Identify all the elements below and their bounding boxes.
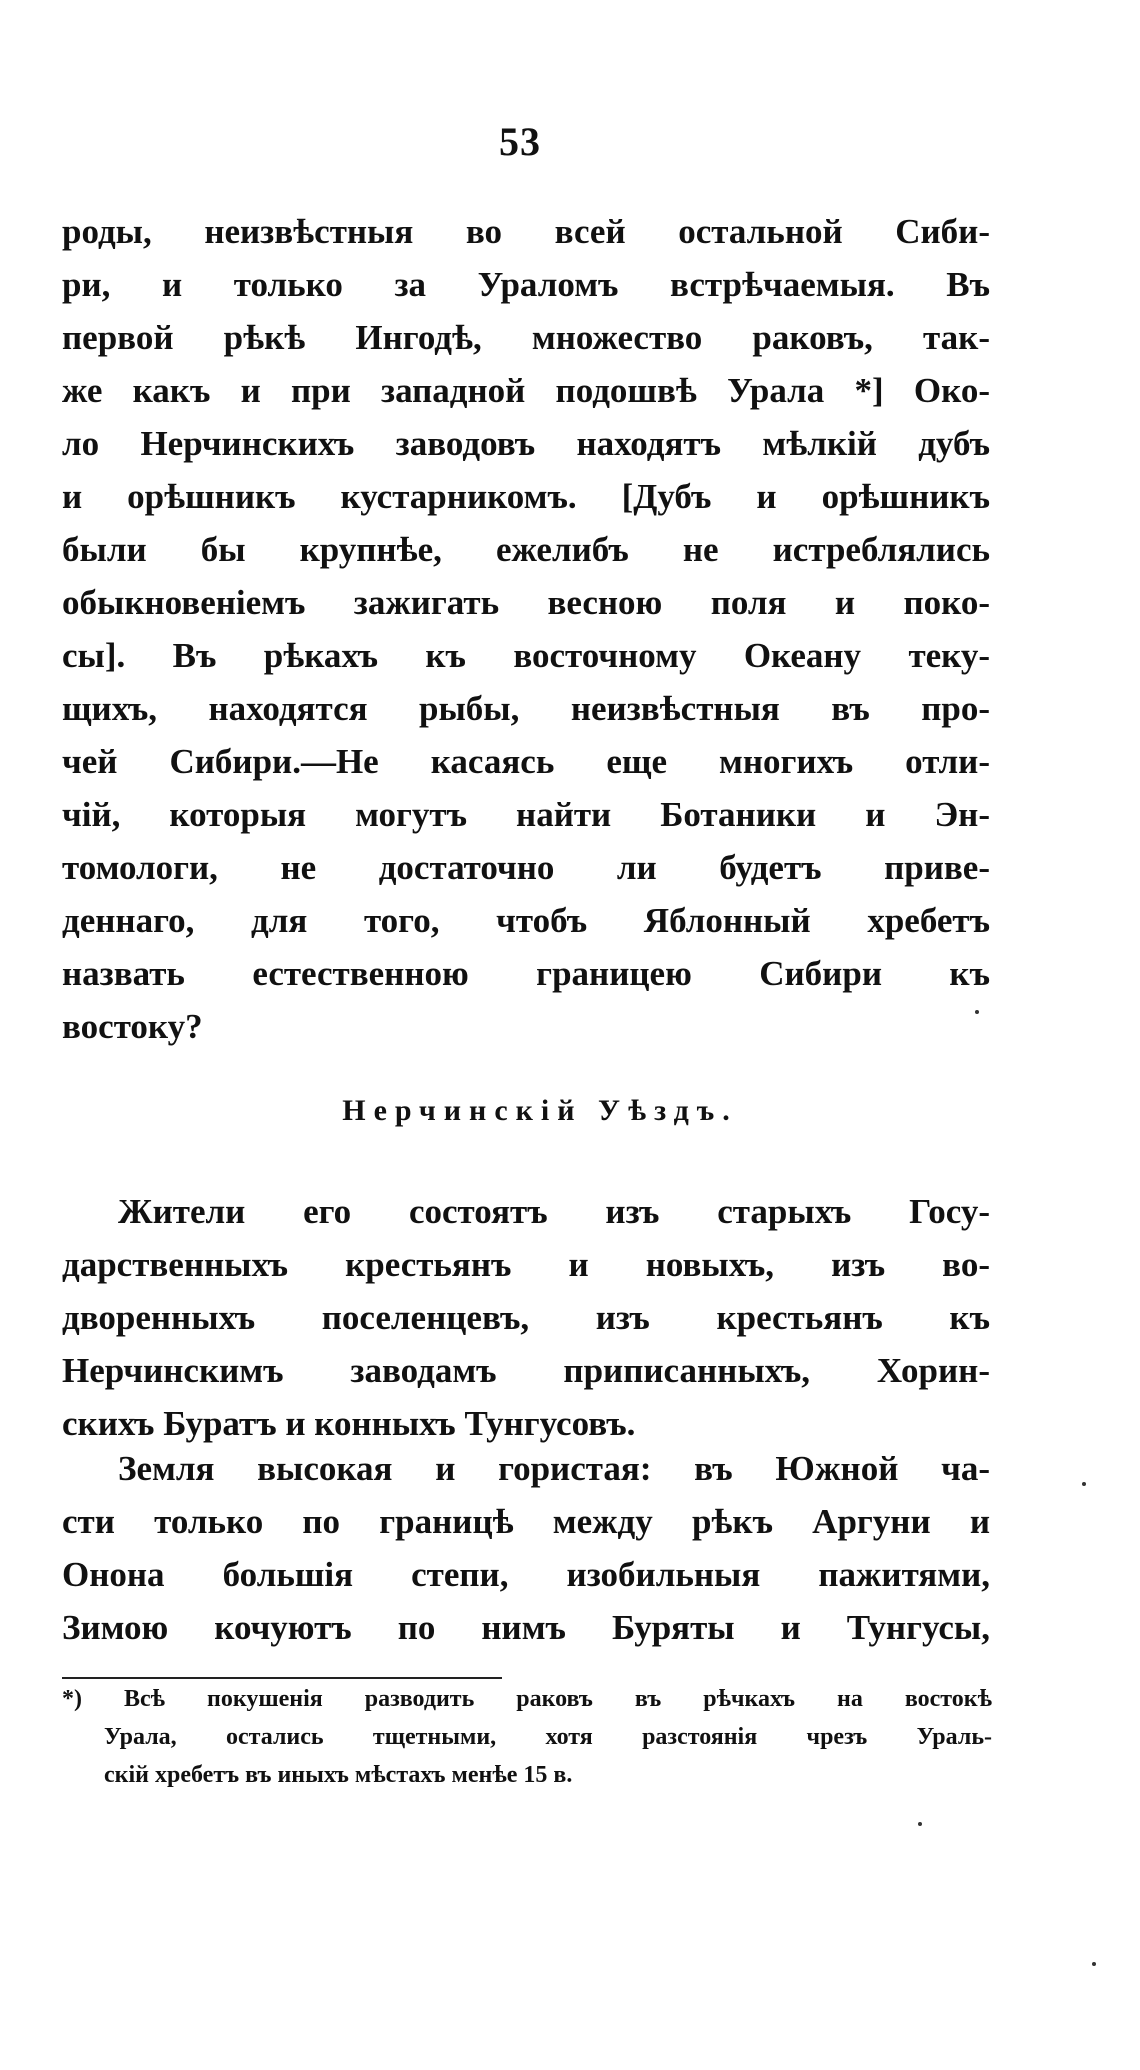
ink-speck xyxy=(918,1822,922,1826)
paragraph-2 xyxy=(62,1185,990,1450)
text-line: Земля высокая и гористая: въ Южной ча- xyxy=(118,1449,990,1488)
text-line: Нерчинскимъ заводамъ приписанныхъ, Хорин- xyxy=(62,1351,990,1390)
ink-speck xyxy=(975,1010,979,1014)
paragraph-3 xyxy=(62,1442,990,1654)
text-line: Жители его состоятъ изъ старыхъ Госу- xyxy=(118,1192,990,1231)
ink-speck xyxy=(1082,1482,1086,1486)
text-line: ло Нерчинскихъ заводовъ находятъ мѣлкій дубъ xyxy=(62,424,990,463)
text-line: Зимою кочуютъ по нимъ Буряты и Тунгусы, xyxy=(62,1608,990,1647)
text-line: томологи, не достаточно ли будетъ приве- xyxy=(62,848,990,887)
footnote-line: скій хребетъ въ иныхъ мѣстахъ менѣе 15 в. xyxy=(104,1762,573,1788)
text-line: ри, и только за Ураломъ встрѣчаемыя. Въ xyxy=(62,265,990,304)
text-line: же какъ и при западной подошвѣ Урала *] Око- xyxy=(62,371,990,410)
text-line: первой рѣкѣ Ингодѣ, множество раковъ, так- xyxy=(62,318,990,357)
text-line: дарственныхъ крестьянъ и новыхъ, изъ во- xyxy=(62,1245,990,1284)
text-line: щихъ, находятся рыбы, неизвѣстныя въ про- xyxy=(62,689,990,728)
page-number: 53 xyxy=(499,119,541,164)
text-line: роды, неизвѣстныя во всей остальной Сиби- xyxy=(62,212,990,251)
ink-speck xyxy=(1092,1962,1096,1966)
text-line: были бы крупнѣе, ежелибъ не истреблялись xyxy=(62,530,990,569)
footnote-line: Урала, остались тщетными, хотя разстоянія чрезъ Ураль- xyxy=(104,1724,992,1750)
footnote-line: *) Всѣ покушенія разводить раковъ въ рѣчкахъ на востокѣ xyxy=(62,1686,992,1712)
text-line: обыкновеніемъ зажигать весною поля и поко- xyxy=(62,583,990,622)
text-line: назвать естественною границею Сибири къ xyxy=(62,954,990,993)
section-heading: Нерчинскій Уѣздъ. xyxy=(342,1094,738,1127)
text-line: сы]. Въ рѣкахъ къ восточному Океану теку- xyxy=(62,636,990,675)
text-line: и орѣшникъ кустарникомъ. [Дубъ и орѣшникъ xyxy=(62,477,990,516)
text-line: чей Сибири.—Не касаясь еще многихъ отли- xyxy=(62,742,990,781)
text-line: чій, которыя могутъ найти Ботаники и Эн- xyxy=(62,795,990,834)
text-line: деннаго, для того, чтобъ Яблонный хребетъ xyxy=(62,901,990,940)
text-line: скихъ Буратъ и конныхъ Тунгусовъ. xyxy=(62,1404,636,1443)
footnote xyxy=(62,1680,992,1794)
text-line: сти только по границѣ между рѣкъ Аргуни и xyxy=(62,1502,990,1541)
text-line: востоку? xyxy=(62,1007,203,1046)
footnote-divider xyxy=(62,1677,502,1679)
text-line: дворенныхъ поселенцевъ, изъ крестьянъ къ xyxy=(62,1298,990,1337)
text-line: Онона большія степи, изобильныя пажитями, xyxy=(62,1555,990,1594)
paragraph-1 xyxy=(62,205,990,1053)
